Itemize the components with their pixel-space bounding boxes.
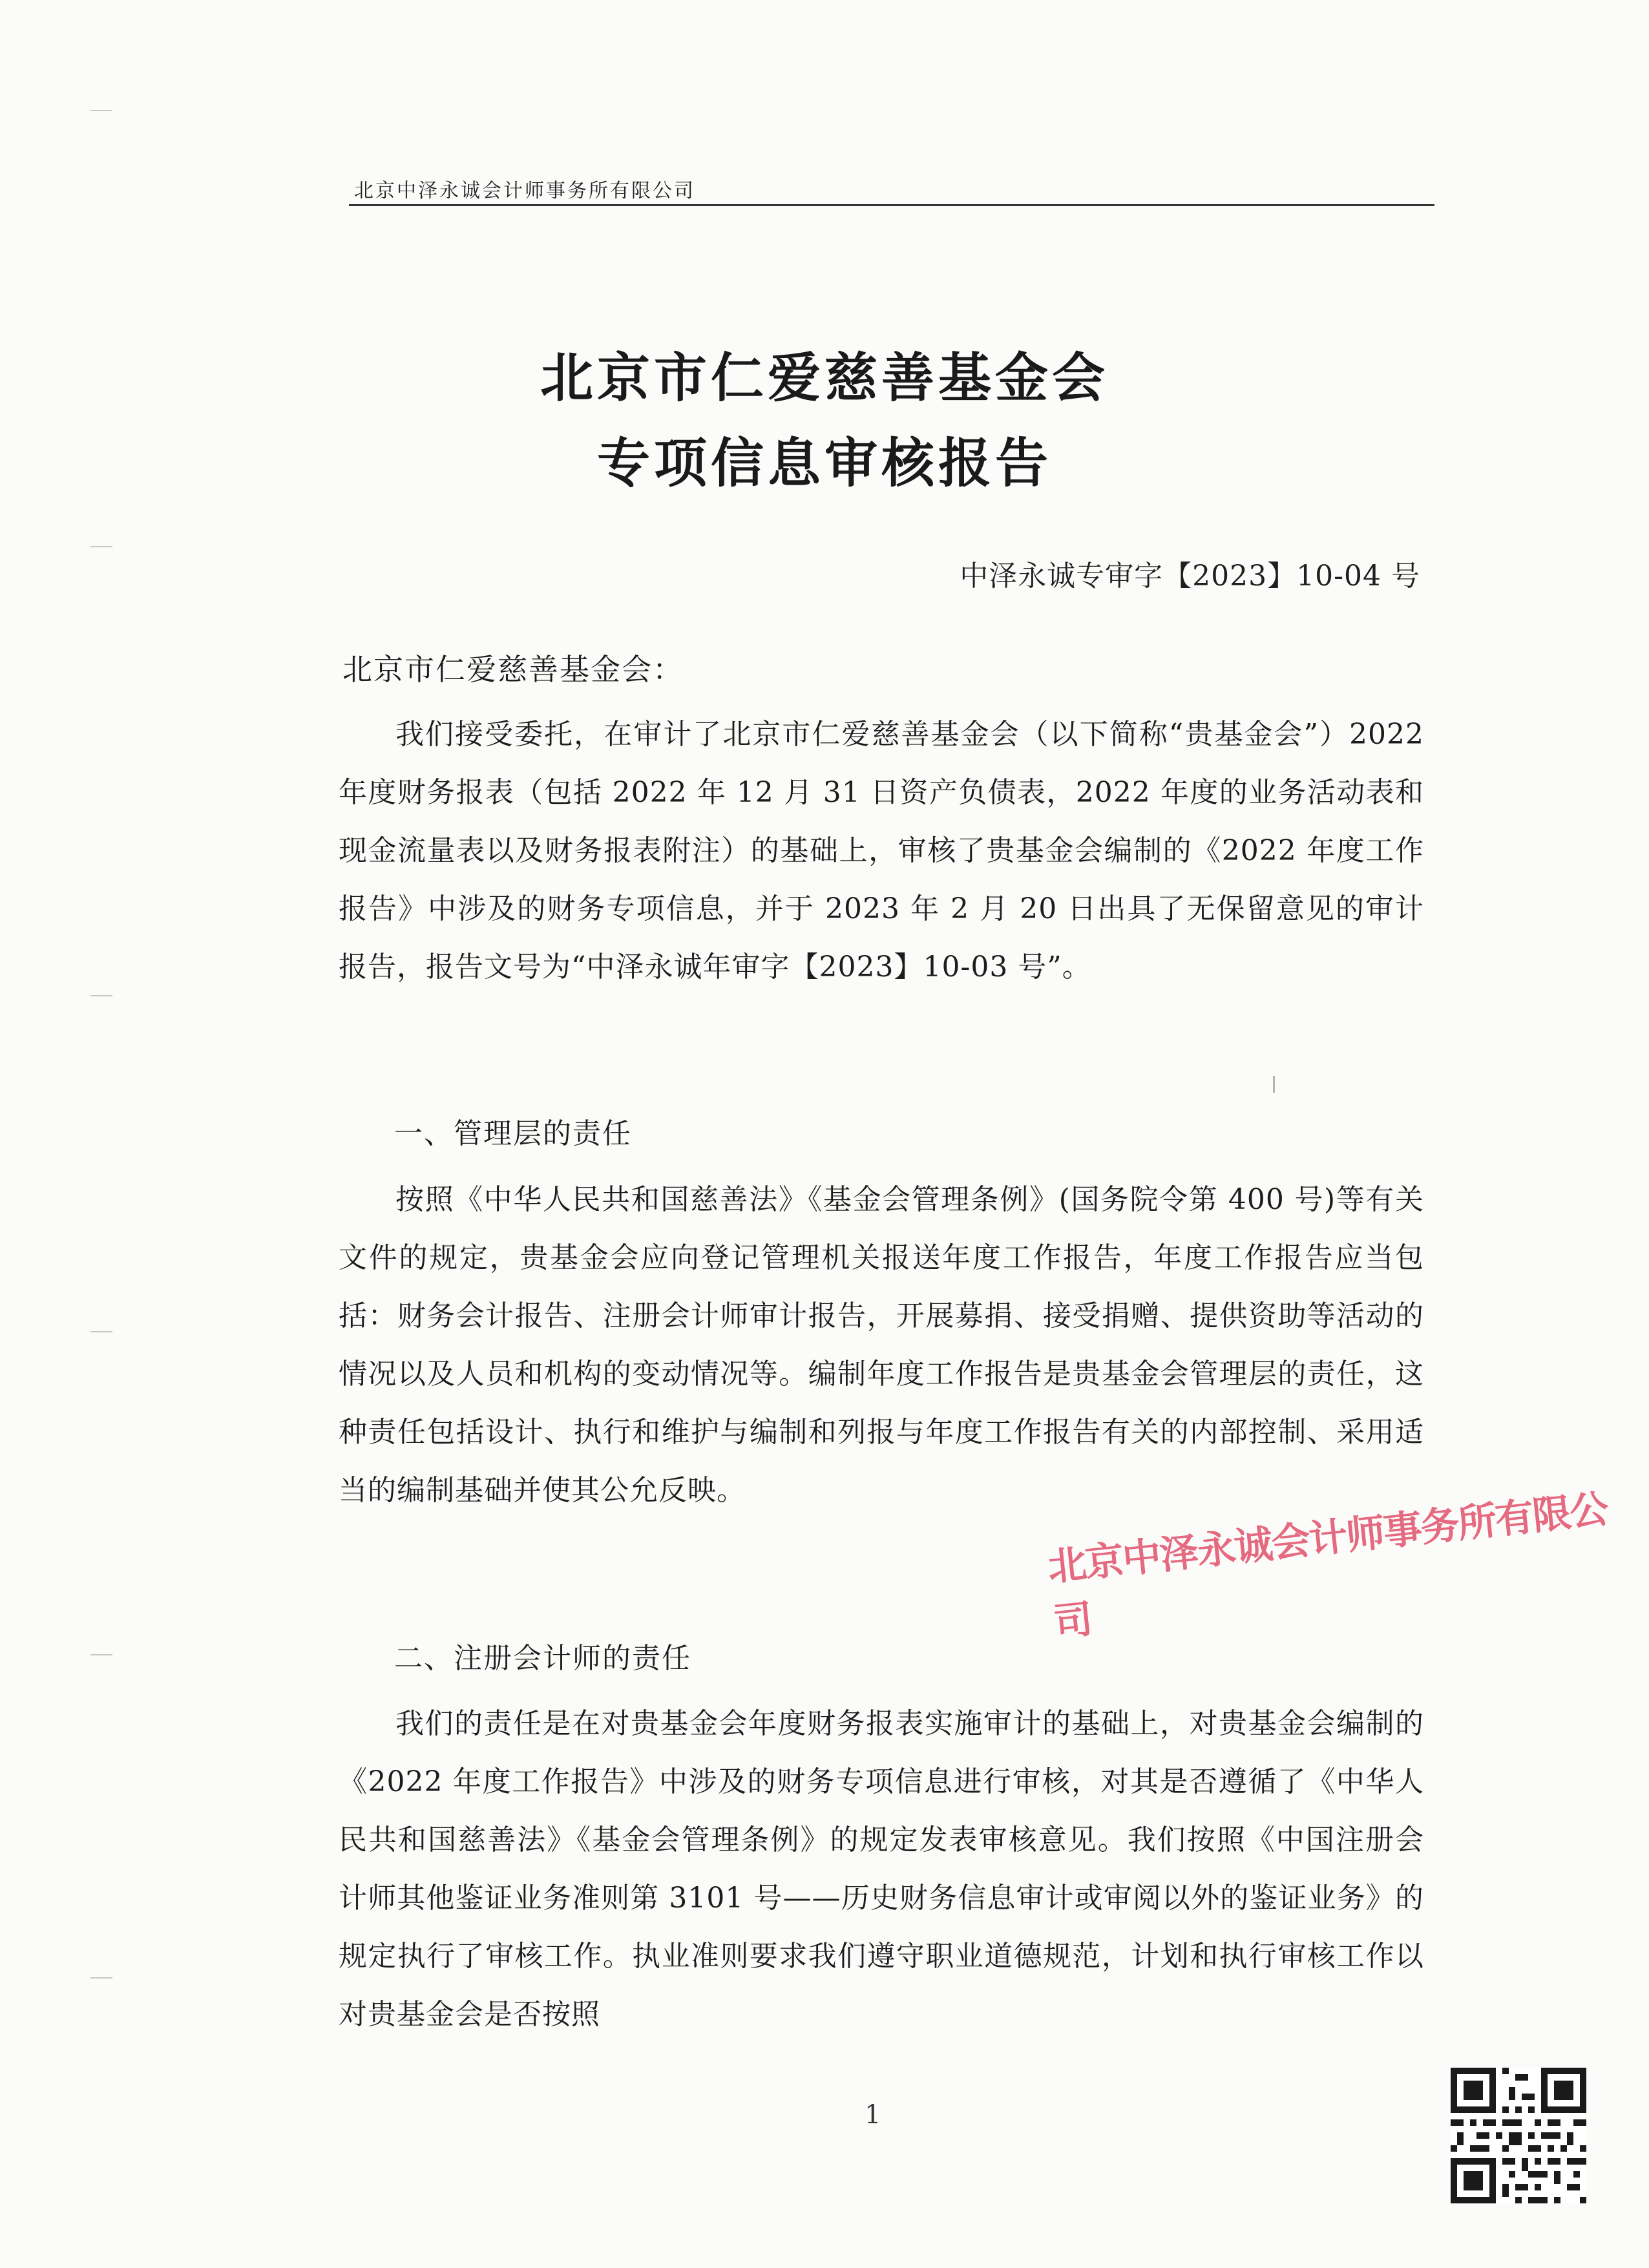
management-paragraph: 按照《中华人民共和国慈善法》《基金会管理条例》(国务院令第 400 号)等有关文件的规定，贵基金会应向登记管理机关报送年度工作报告，年度工作报告应当包括：财务会计报告、注册会计师审计报告，开展募捐、接受捐赠、提供资助等活动的情况以及人员和机构的变动情况等。编制年度工作报告是贵基金会管理层的责任，这种责任包括设计、执行和维护与编制和列报与年度工作报告有关的内部控制、采用适当的编制基础并使其公允反映。 — [339, 1183, 1424, 1507]
document-number: 中泽永诚专审字【2023】10-04 号 — [960, 560, 1420, 593]
header-divider — [349, 204, 1434, 206]
cpa-paragraph: 我们的责任是在对贵基金会年度财务报表实施审计的基础上，对贵基金会编制的《2022 年度工作报告》中涉及的财务专项信息进行审核，对其是否遵循了《中华人民共和国慈善法》《基金会管理条例》的规定发表审核意见。我们按照《中国注册会计师其他鉴证业务准则第 3101 号——历史财务信息审计或审阅以外的鉴证业务》的规定执行了审核工作。执业准则要求我们遵守职业道德规范，计划和执行审核工作以对贵基金会是否按照 — [339, 1707, 1424, 2031]
qr-code-icon — [1451, 2068, 1586, 2203]
scan-speck — [1273, 1076, 1275, 1093]
scan-edge-mark — [90, 1331, 112, 1332]
scan-edge-mark — [90, 546, 112, 547]
firm-header: 北京中泽永诚会计师事务所有限公司 — [354, 180, 695, 202]
section-heading-management: 一、管理层的责任 — [394, 1117, 632, 1150]
section-heading-cpa: 二、注册会计师的责任 — [394, 1642, 691, 1675]
report-title-line1: 北京市仁爱慈善基金会 — [540, 348, 1109, 409]
scan-edge-mark — [90, 1977, 112, 1979]
scan-edge-mark — [90, 995, 112, 996]
company-seal: 北京中泽永诚会计师事务所有限公司 — [1045, 1486, 1610, 1646]
page-number: 1 — [865, 2100, 881, 2130]
scan-edge-mark — [90, 1654, 112, 1655]
scan-edge-mark — [90, 110, 112, 111]
intro-paragraph: 我们接受委托，在审计了北京市仁爱慈善基金会（以下简称“贵基金会”）2022 年度财务报表（包括 2022 年 12 月 31 日资产负债表，2022 年度的业务活动表和现金流量表以及财务报表附注）的基础上，审核了贵基金会编制的《2022 年度工作报告》中涉及的财务专项信息，并于 2023 年 2 月 20 日出具了无保留意见的审计报告，报告文号为“中泽永诚年审字【2023】10-03 号”。 — [339, 718, 1424, 983]
report-title-line2: 专项信息审核报告 — [596, 433, 1052, 494]
addressee: 北京市仁爱慈善基金会： — [342, 652, 684, 687]
